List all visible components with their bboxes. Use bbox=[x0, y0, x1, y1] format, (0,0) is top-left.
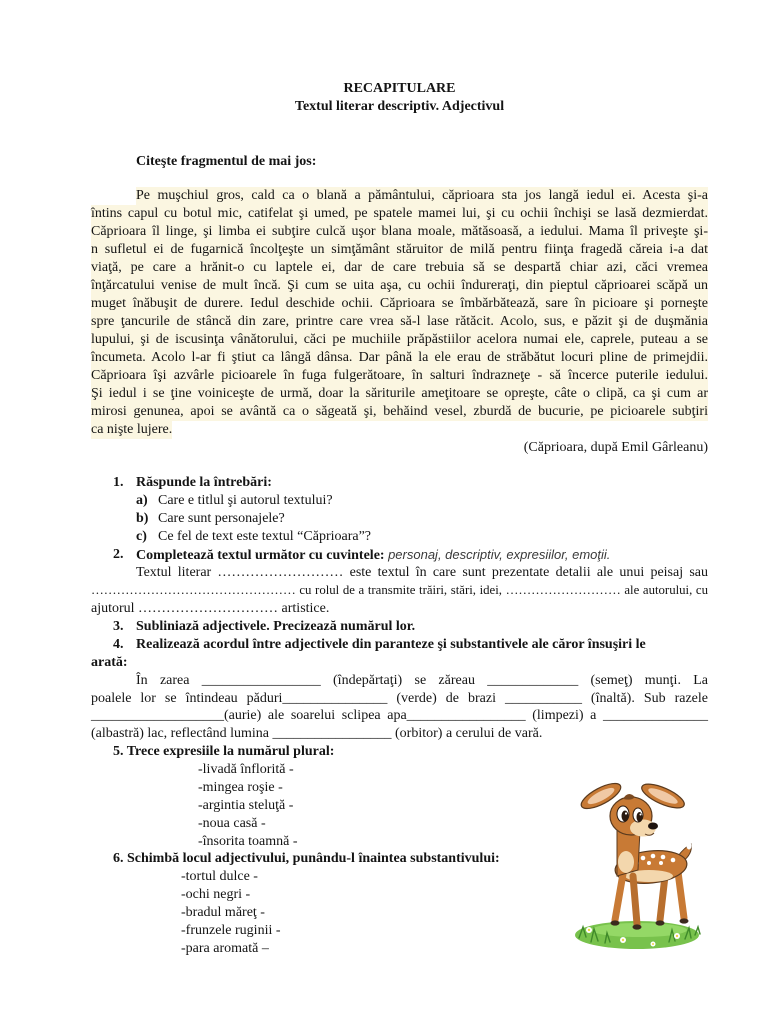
exercise-title: Completează textul următor cu cuvintele: bbox=[136, 547, 385, 563]
question-letter: b) bbox=[136, 510, 149, 526]
expression-item: -bradul măreţ - bbox=[181, 905, 265, 920]
page-subtitle: Textul literar descriptiv. Adjectivul bbox=[294, 99, 505, 114]
fragment-line: muget înăbuşit de durere. Iedul deschide ochii. Căprioara se îmbărbătează, sare în picioare şi porneşte bbox=[91, 296, 708, 311]
word-bank: personaj, descriptiv, expresiilor, emoţii. bbox=[388, 546, 611, 562]
fragment-line: viaţă, pe care a hrănit-o cu laptele ei, dar de care trebuia să se despartă chiar azi, căci vremea bbox=[91, 260, 708, 275]
fill-in-line: (albastră) lac, reflectând lumina _________________ (orbitor) a cerului de vară. bbox=[91, 726, 543, 742]
exercise-title: Trece expresiile la numărul plural: bbox=[126, 744, 335, 760]
fill-in-line: ajutorul ………………………… artistice. bbox=[91, 601, 330, 617]
exercise-5-heading bbox=[91, 743, 708, 761]
fragment-line: Pe muşchiul gros, cald ca o blană a pământului, căprioara sta jos langă iedul ei. Acesta şi-a bbox=[136, 188, 708, 203]
fragment-line: încumeta. Acolo l-ar fi ştiut ca lângă dânsa. Dar până la ele erau de străbătut locuri pline de primejdii. bbox=[91, 350, 708, 365]
exercise-number: 4. bbox=[113, 636, 124, 652]
question-text: Care sunt personajele? bbox=[158, 510, 285, 526]
fill-in-line: Textul literar ……………………… este textul în care sunt prezentate detalii ale unui peisaj sau bbox=[136, 565, 708, 581]
exercise-1-heading bbox=[91, 474, 708, 492]
question-text: Care e titlul şi autorul textului? bbox=[158, 492, 333, 508]
fragment-line: Şi iedul i se ţine voiniceşte de urmă, doar la săriturile ameţitoare se opreşte, câte o clipă, ca şi cum ar bbox=[91, 386, 708, 401]
text-fragment bbox=[91, 187, 708, 439]
expression-item: -argintia steluţă - bbox=[198, 797, 294, 813]
fragment-line: lupului, şi de iscusinţa vânătorului, căci pe muchiile prăpăstiilor acelora numai ele, caprele, puteau a se bbox=[91, 332, 708, 347]
fawn-illustration bbox=[565, 770, 707, 952]
exercise-title: Realizează acordul între adjectivele din paranteze şi substantivele ale căror însuşiri le bbox=[136, 636, 646, 652]
question-a bbox=[91, 492, 708, 510]
fragment-line: ca nişte lujere. bbox=[91, 422, 173, 437]
fill-in-line: ___________________(aurie) ale soarelui sclipea apa_________________ (limpezi) a _______________ bbox=[91, 708, 708, 724]
question-text: Ce fel de text este textul “Căprioara”? bbox=[158, 528, 372, 544]
exercise-number: 1. bbox=[113, 475, 124, 490]
exercise-title: Răspunde la întrebări: bbox=[136, 475, 272, 490]
expression-item: -para aromată – bbox=[181, 940, 269, 956]
expression-item: -însorita toamnă - bbox=[198, 833, 298, 849]
exercise-title: Subliniază adjectivele. Precizează numărul lor. bbox=[136, 619, 416, 634]
fragment-line: înţărcatului venise de mult încă. Şi cum se uita aşa, cu ochii îndureraţi, din pieptul căprioarei scăpă un bbox=[91, 278, 708, 293]
expression-item: -mingea roşie - bbox=[198, 779, 283, 795]
exercise-number: 6. bbox=[113, 851, 124, 867]
fragment-source: (Căprioara, după Emil Gârleanu) bbox=[523, 440, 708, 455]
exercise-4-heading bbox=[91, 636, 708, 654]
exercise-2-heading bbox=[91, 546, 708, 565]
fragment-line: spre ţancurile de stâncă din zare, printre care vrea să-l lase rătăcit. Acolo, sus, e păzit şi de duşmănia bbox=[91, 314, 708, 329]
question-c bbox=[91, 528, 708, 546]
fragment-line: n sufletul ei de fugarnică încolţeşte un simţământ stăruitor de milă pentru fiinţa fragedă căreia i-a dat bbox=[91, 242, 708, 257]
page-title: RECAPITULARE bbox=[343, 81, 456, 96]
question-letter: a) bbox=[136, 492, 148, 508]
fragment-line: Căprioara îl linge, şi limba ei subţire culcă uşor blana moale, mătăsoasă, a iedului. Mama îl priveşte şi- bbox=[91, 224, 708, 239]
fragment-line: Căprioara îşi azvârle picioarele în fuga fulgerătoare, în salturi îndrazneţe - să încerce puterile iedului. bbox=[91, 368, 708, 383]
fawn-head bbox=[610, 794, 658, 837]
question-letter: c) bbox=[136, 528, 147, 544]
expression-item: -livadă înflorită - bbox=[198, 762, 294, 777]
fragment-line: întins capul cu botul mic, catifelat şi umed, pe spatele mamei lui, şi cu ochii închişi se lasă dezmierdat. bbox=[91, 206, 708, 221]
worksheet-header bbox=[91, 80, 708, 116]
exercise-3-heading bbox=[91, 618, 708, 636]
exercise-title: Schimbă locul adjectivului, punându-l înaintea substantivului: bbox=[127, 851, 500, 867]
exercise-title-continuation: arată: bbox=[91, 654, 128, 670]
exercise-number: 2. bbox=[113, 546, 124, 562]
fragment-line: mirosi genunea, apoi se avântă ca o săgeată şi, behăind vesel, zburdă de bucurie, pe picioarele subţiri bbox=[91, 404, 708, 419]
fawn-icon bbox=[565, 770, 707, 952]
expression-item: -tortul dulce - bbox=[181, 869, 258, 885]
fill-in-line: În zarea _________________ (îndepărtaţi) se zăreau _____________ (semeţ) munţi. La bbox=[136, 672, 708, 688]
fill-in-line: poalele lor se întindeau păduri_______________ (verde) de brazi ___________ (înaltă). Sub razele bbox=[91, 690, 708, 706]
expression-item: -ochi negri - bbox=[181, 887, 251, 903]
exercise-number: 5. bbox=[113, 744, 124, 760]
reading-instruction: Citeşte fragmentul de mai jos: bbox=[136, 154, 317, 169]
exercise-number: 3. bbox=[113, 619, 124, 634]
question-b bbox=[91, 510, 708, 528]
fawn-neck bbox=[617, 830, 640, 876]
fill-in-line: ………………………………………… cu rolul de a transmite trăiri, stări, idei, ……………………… ale autorului, cu bbox=[91, 583, 708, 598]
expression-item: -noua casă - bbox=[198, 815, 266, 831]
expression-item: -frunzele ruginii - bbox=[181, 922, 281, 938]
